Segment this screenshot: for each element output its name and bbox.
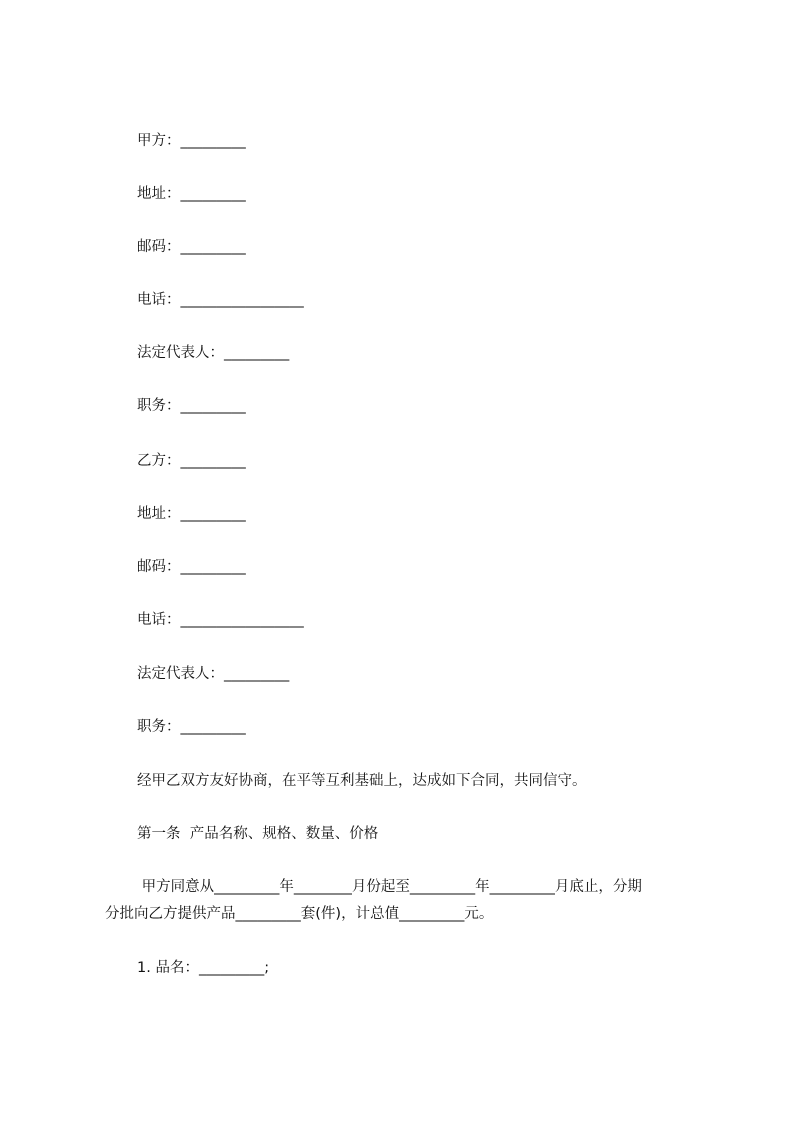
article-1-paragraph-line-1: 甲方同意从_________年________月份起至_________年_________月底止，分期: [137, 879, 642, 895]
party-a-address: 地址：_________: [137, 186, 246, 202]
party-b-phone: 电话：_________________: [137, 612, 304, 628]
party-b-position: 职务：_________: [137, 719, 246, 735]
article-1-item-1: 1. 品名：_________;: [137, 960, 270, 976]
party-a-postcode: 邮码：_________: [137, 239, 246, 255]
article-1-paragraph-line-2: 分批向乙方提供产品_________套(件)，计总值_________元。: [105, 906, 494, 922]
party-b-legal-rep: 法定代表人：_________: [137, 666, 290, 682]
party-a-phone: 电话：_________________: [137, 292, 304, 308]
party-b-name: 乙方：_________: [137, 453, 246, 469]
party-b-address: 地址：_________: [137, 506, 246, 522]
preamble-text: 经甲乙双方友好协商，在平等互利基础上，达成如下合同，共同信守。: [137, 773, 587, 789]
party-b-postcode: 邮码：_________: [137, 559, 246, 575]
party-a-position: 职务：_________: [137, 398, 246, 414]
article-1-title: 第一条 产品名称、规格、数量、价格: [137, 826, 379, 842]
party-a-legal-rep: 法定代表人：_________: [137, 345, 290, 361]
party-a-name: 甲方：_________: [137, 133, 246, 149]
